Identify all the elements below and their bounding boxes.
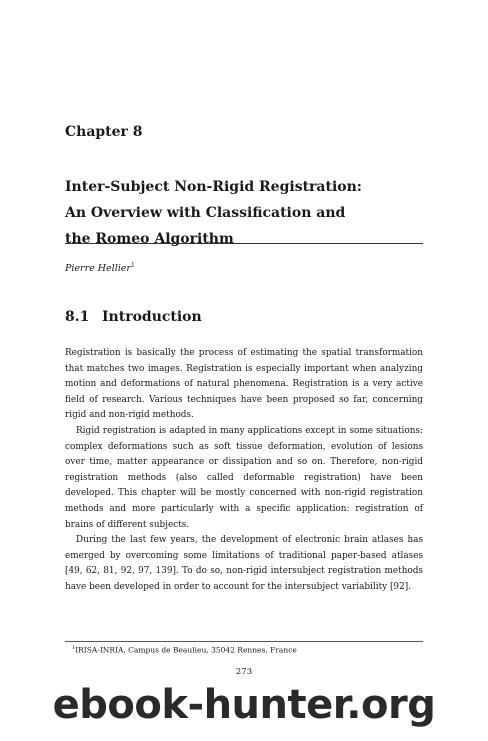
page-number: 273 xyxy=(235,667,253,677)
chapter-title-line: An Overview with Classification and xyxy=(65,205,346,221)
author-line xyxy=(65,262,135,274)
footnote-mark: 1 xyxy=(72,645,76,651)
section-title: Introduction xyxy=(102,309,202,325)
footnote xyxy=(72,645,297,655)
section-heading xyxy=(65,309,202,325)
title-divider xyxy=(65,243,423,244)
chapter-title xyxy=(65,174,425,252)
author-name: Pierre Hellier xyxy=(65,263,131,275)
chapter-label: Chapter 8 xyxy=(65,124,143,140)
watermark: ebook-hunter.org xyxy=(52,682,436,728)
paragraph: During the last few years, the development of electronic brain atlases has emerged by overcoming some limitations of traditional paper-based atlases [49, 62, 81, 92, 97, 139]. To do so, non-rigid intersubject registration methods have been developed in order to account for the intersubject variability [92]. xyxy=(65,535,423,592)
chapter-title-line: Inter-Subject Non-Rigid Registration: xyxy=(65,179,362,195)
paragraph: Registration is basically the process of estimating the spatial transformation that matches two images. Registration is especially important when analyzing motion and deformations of natural phenomena. Registration is a very active field of research. Various techniques have been proposed so far, concerning rigid and non-rigid methods. xyxy=(65,348,423,421)
footnote-text: IRISA-INRIA, Campus de Beaulieu, 35042 Rennes, France xyxy=(75,645,297,655)
section-number: 8.1 xyxy=(65,309,90,325)
footnote-divider xyxy=(65,641,423,642)
chapter-title-line: the Romeo Algorithm xyxy=(65,231,234,247)
body-text xyxy=(65,346,423,596)
author-footnote-mark: 1 xyxy=(130,262,135,269)
paragraph: Rigid registration is adapted in many applications except in some situations: complex deformations such as soft tissue deformation, evolution of lesions over time, matter appearance or dissipation and so on. Therefore, non-rigid registration methods (also called deformable registration) have been developed. This chapter will be mostly concerned with non-rigid registration methods and more particularly with a specific application: registration of brains of different subjects. xyxy=(65,425,423,530)
